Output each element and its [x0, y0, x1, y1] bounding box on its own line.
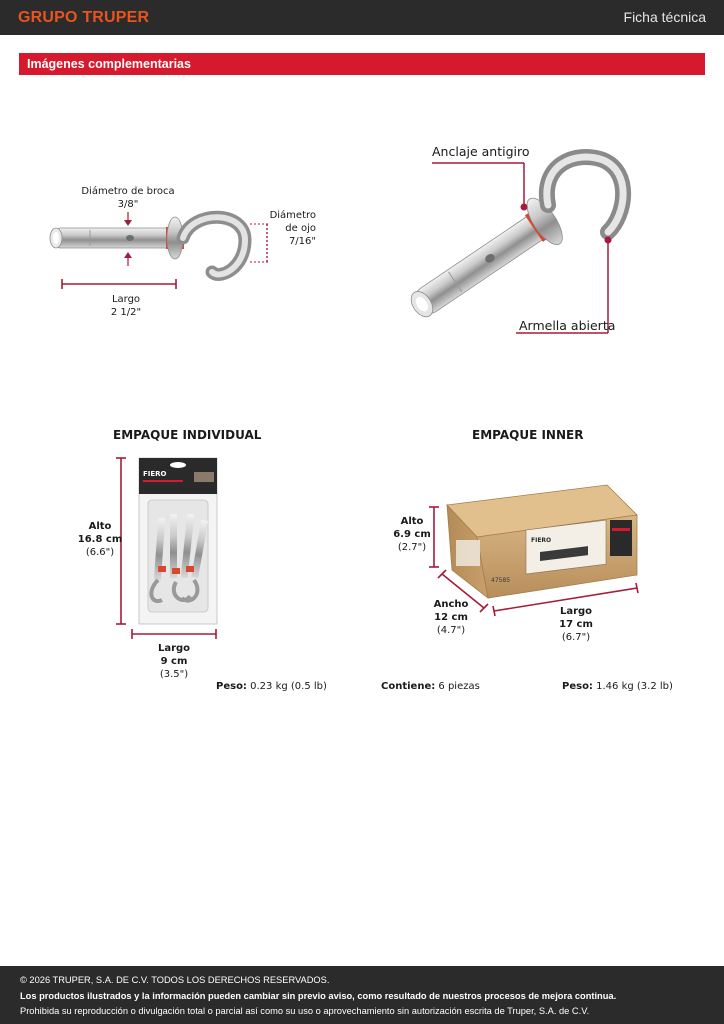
anclaje-label: Anclaje antigiro	[432, 144, 530, 159]
anclaje-callout	[432, 163, 528, 211]
blister-pack	[139, 458, 217, 624]
doc-type-label: Ficha técnica	[623, 9, 706, 25]
box-code-text: 47585	[491, 577, 511, 584]
inner-box	[447, 485, 637, 598]
broca-label: Diámetro de broca 3/8"	[81, 186, 175, 210]
empaque-individual-title: EMPAQUE INDIVIDUAL	[113, 428, 262, 442]
blister-largo-dimension	[132, 629, 216, 639]
armella-label: Armella abierta	[519, 318, 616, 333]
box-alto-label: Alto 6.9 cm (2.7")	[393, 516, 431, 553]
box-peso: Peso: 1.46 kg (3.2 lb)	[562, 681, 673, 692]
anchor-bolt-perspective-view	[399, 157, 623, 332]
footer-notice: Los productos ilustrados y la información pueden cambiar sin previo aviso, como resultado de nuestros procesos de mejora continua.	[20, 991, 617, 1001]
largo-label: Largo 2 1/2"	[110, 294, 142, 318]
blister-largo-label: Largo 9 cm (3.5")	[157, 643, 191, 680]
blister-brand-text: FIERO	[143, 470, 167, 478]
box-largo-label: Largo 17 cm (6.7")	[559, 606, 593, 643]
section-title: Imágenes complementarias	[27, 57, 191, 71]
box-ancho-label: Ancho 12 cm (4.7")	[433, 599, 469, 636]
largo-dimension	[62, 279, 176, 289]
box-brand-text: FIERO	[531, 537, 552, 544]
footer-prohibition: Prohibida su reproducción o divulgación total o parcial así como su uso o aprovechamiento sin autorización escrita de Truper, S.A. de C.V.	[20, 1006, 590, 1016]
box-contiene: Contiene: 6 piezas	[381, 681, 480, 692]
blister-peso: Peso: 0.23 kg (0.5 lb)	[216, 681, 327, 692]
footer-copyright: © 2026 TRUPER, S.A. DE C.V. TODOS LOS DERECHOS RESERVADOS.	[20, 975, 330, 985]
ojo-label: Diámetro de ojo 7/16"	[269, 210, 316, 247]
empaque-inner-title: EMPAQUE INNER	[472, 428, 584, 442]
blister-alto-label: Alto 16.8 cm (6.6")	[77, 521, 123, 558]
anchor-bolt-side-view	[50, 217, 245, 274]
brand-logo: GRUPO TRUPER	[18, 9, 150, 26]
page-footer	[0, 966, 724, 1024]
